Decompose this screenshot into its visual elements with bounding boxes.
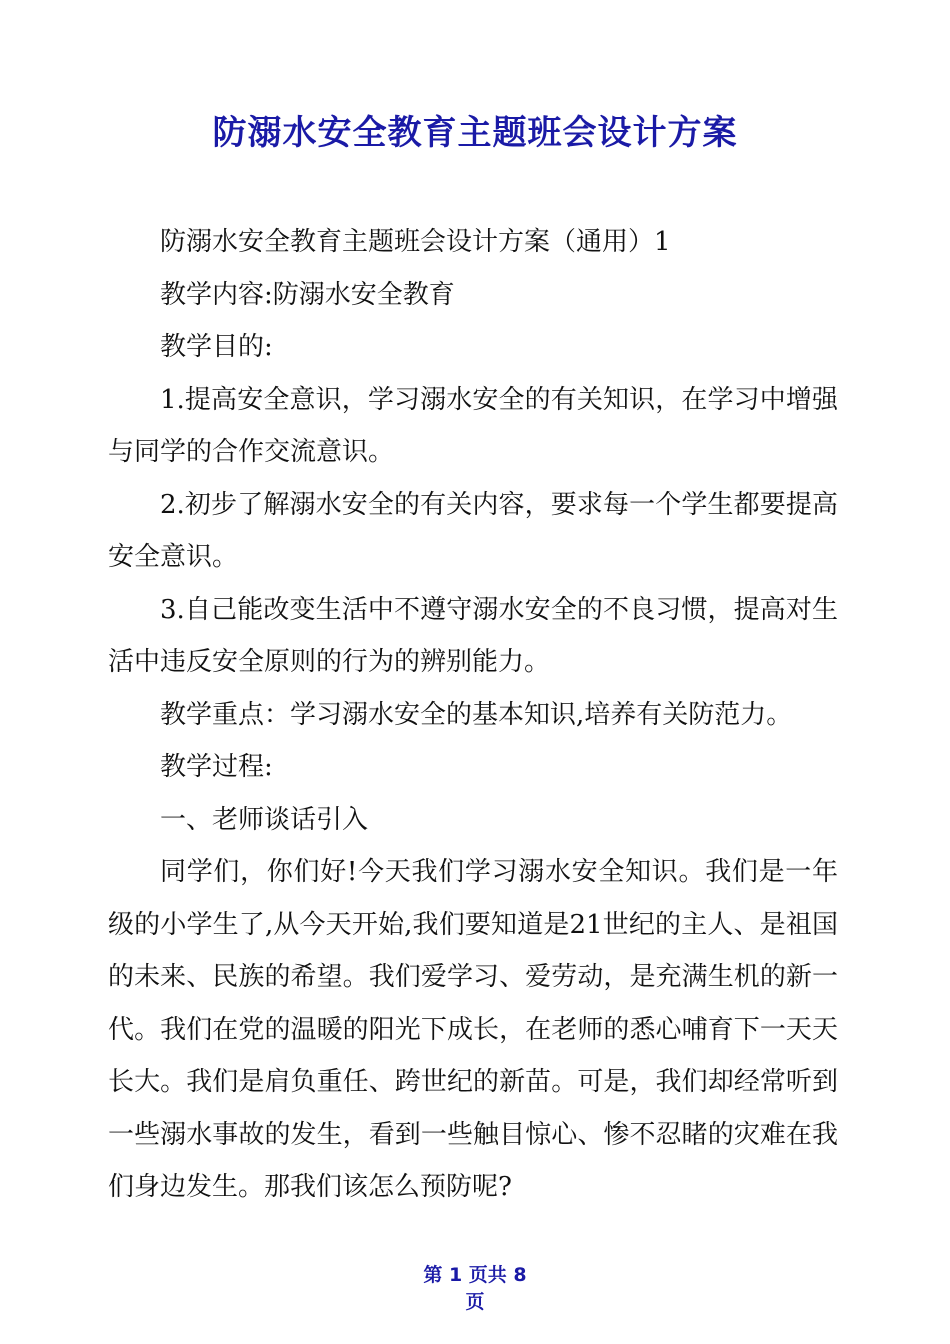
paragraph-intro-talk: 同学们，你们好!今天我们学习溺水安全知识。我们是一年级的小学生了,从今天开始,我们要知道是21世纪的主人、是祖国的未来、民族的希望。我们爱学习、爱劳动，是充满生机的新一代。我们在党的温暖的阳光下成长，在老师的悉心哺育下一天天长大。我们是肩负重任、跨世纪的新苗。可是，我们却经常听到一些溺水事故的发生，看到一些触目惊心、惨不忍睹的灾难在我们身边发生。那我们该怎么预防呢?: [108, 857, 838, 1202]
page-number-line-2: 页: [465, 1291, 485, 1313]
page-number-line-1: 第 1 页共 8: [423, 1264, 527, 1286]
paragraph-heading: 防溺水安全教育主题班会设计方案（通用）1: [160, 227, 671, 257]
paragraph-process-label: 教学过程:: [160, 752, 273, 782]
paragraph-objective-2: 2.初步了解溺水安全的有关内容，要求每一个学生都要提高安全意识。: [108, 489, 838, 572]
paragraph-objectives-label: 教学目的:: [160, 332, 273, 362]
page-number-footer: [0, 1262, 950, 1316]
paragraph-key-points: 教学重点：学习溺水安全的基本知识,培养有关防范力。: [160, 699, 793, 730]
paragraph-content: 教学内容:防溺水安全教育: [160, 279, 455, 310]
paragraph-section-1: 一、老师谈话引入: [160, 804, 369, 835]
paragraph-objective-3: 3.自己能改变生活中不遵守溺水安全的不良习惯，提高对生活中违反安全原则的行为的辨别能力。: [108, 594, 838, 677]
paragraph-objective-1: 1.提高安全意识，学习溺水安全的有关知识，在学习中增强与同学的合作交流意识。: [108, 384, 838, 467]
document-body: [108, 216, 838, 1214]
page-title: 防溺水安全教育主题班会设计方案: [212, 113, 738, 153]
